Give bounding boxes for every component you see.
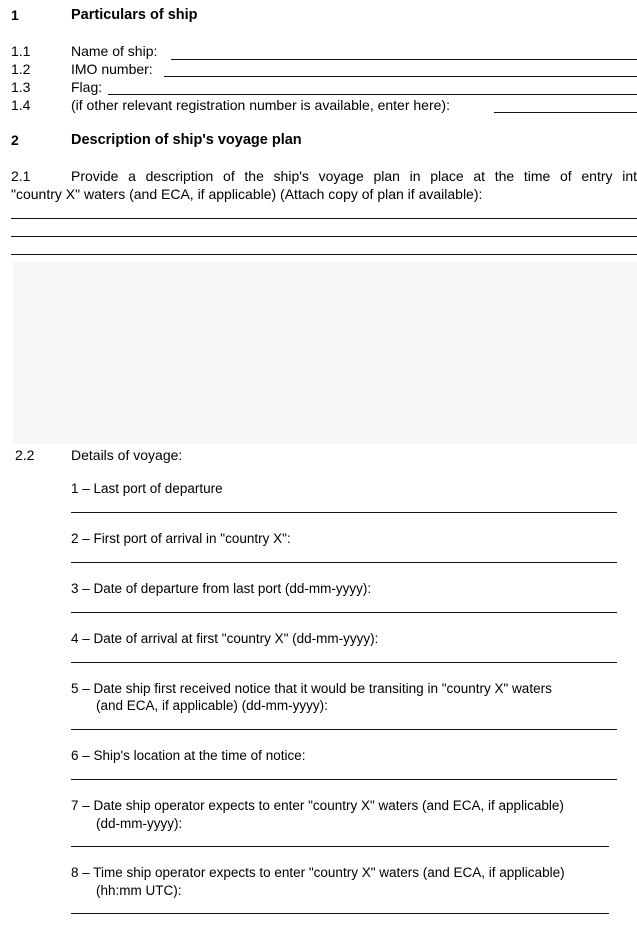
voyage-plan-description-line1: Provide a description of the ship's voyage plan in place at the time of entry int	[71, 168, 637, 184]
other-registration-field[interactable]	[494, 112, 637, 113]
expected-entry-date-label-line2: (dd-mm-yyyy):	[96, 816, 183, 831]
item-1-1-number: 1.1	[11, 43, 31, 59]
expected-entry-date-field[interactable]	[71, 846, 609, 847]
section-2-title: Description of ship's voyage plan	[71, 132, 302, 148]
flag-field[interactable]	[108, 94, 637, 95]
section-1-number: 1	[11, 7, 19, 23]
section-1-title: Particulars of ship	[71, 7, 198, 23]
date-of-arrival-label: 4 – Date of arrival at first "country X" (dd-mm-yyyy):	[71, 631, 379, 646]
date-of-departure-label: 3 – Date of departure from last port (dd-mm-yyyy):	[71, 581, 372, 596]
last-port-of-departure-label: 1 – Last port of departure	[71, 481, 223, 496]
voyage-plan-field-line-3[interactable]	[11, 254, 637, 255]
details-of-voyage-label: Details of voyage:	[71, 447, 183, 463]
expected-entry-date-label-line1: 7 – Date ship operator expects to enter "country X" waters (and ECA, if applicable)	[71, 798, 564, 813]
notice-date-field[interactable]	[71, 729, 617, 730]
item-1-2-number: 1.2	[11, 61, 31, 77]
item-2-1-number: 2.1	[11, 168, 31, 184]
item-2-2-number: 2.2	[15, 447, 35, 463]
voyage-plan-attachment-area	[13, 262, 637, 444]
expected-entry-time-label-line2: (hh:mm UTC):	[96, 883, 182, 898]
first-port-of-arrival-field[interactable]	[71, 562, 617, 563]
date-of-arrival-field[interactable]	[71, 662, 617, 663]
last-port-of-departure-field[interactable]	[71, 512, 617, 513]
imo-number-label: IMO number:	[71, 61, 153, 77]
expected-entry-time-label-line1: 8 – Time ship operator expects to enter "country X" waters (and ECA, if applicable)	[71, 865, 565, 880]
date-of-departure-field[interactable]	[71, 612, 617, 613]
location-at-notice-field[interactable]	[71, 779, 617, 780]
location-at-notice-label: 6 – Ship's location at the time of notice:	[71, 748, 306, 763]
notice-date-label-line1: 5 – Date ship first received notice that it would be transiting in "country X" waters	[71, 681, 552, 696]
voyage-plan-description-line2: "country X" waters (and ECA, if applicable) (Attach copy of plan if available):	[11, 186, 483, 202]
item-1-3-number: 1.3	[11, 79, 31, 95]
flag-label: Flag:	[71, 79, 103, 95]
section-2-number: 2	[11, 132, 19, 148]
name-of-ship-label: Name of ship:	[71, 43, 158, 59]
voyage-plan-field-line-2[interactable]	[11, 236, 637, 237]
expected-entry-time-field[interactable]	[71, 913, 609, 914]
item-1-4-number: 1.4	[11, 97, 31, 113]
first-port-of-arrival-label: 2 – First port of arrival in "country X":	[71, 531, 291, 546]
notice-date-label-line2: (and ECA, if applicable) (dd-mm-yyyy):	[96, 698, 328, 713]
name-of-ship-field[interactable]	[171, 59, 637, 60]
other-registration-label: (if other relevant registration number is available, enter here):	[71, 97, 450, 113]
imo-number-field[interactable]	[164, 76, 637, 77]
voyage-plan-field-line-1[interactable]	[11, 218, 637, 219]
